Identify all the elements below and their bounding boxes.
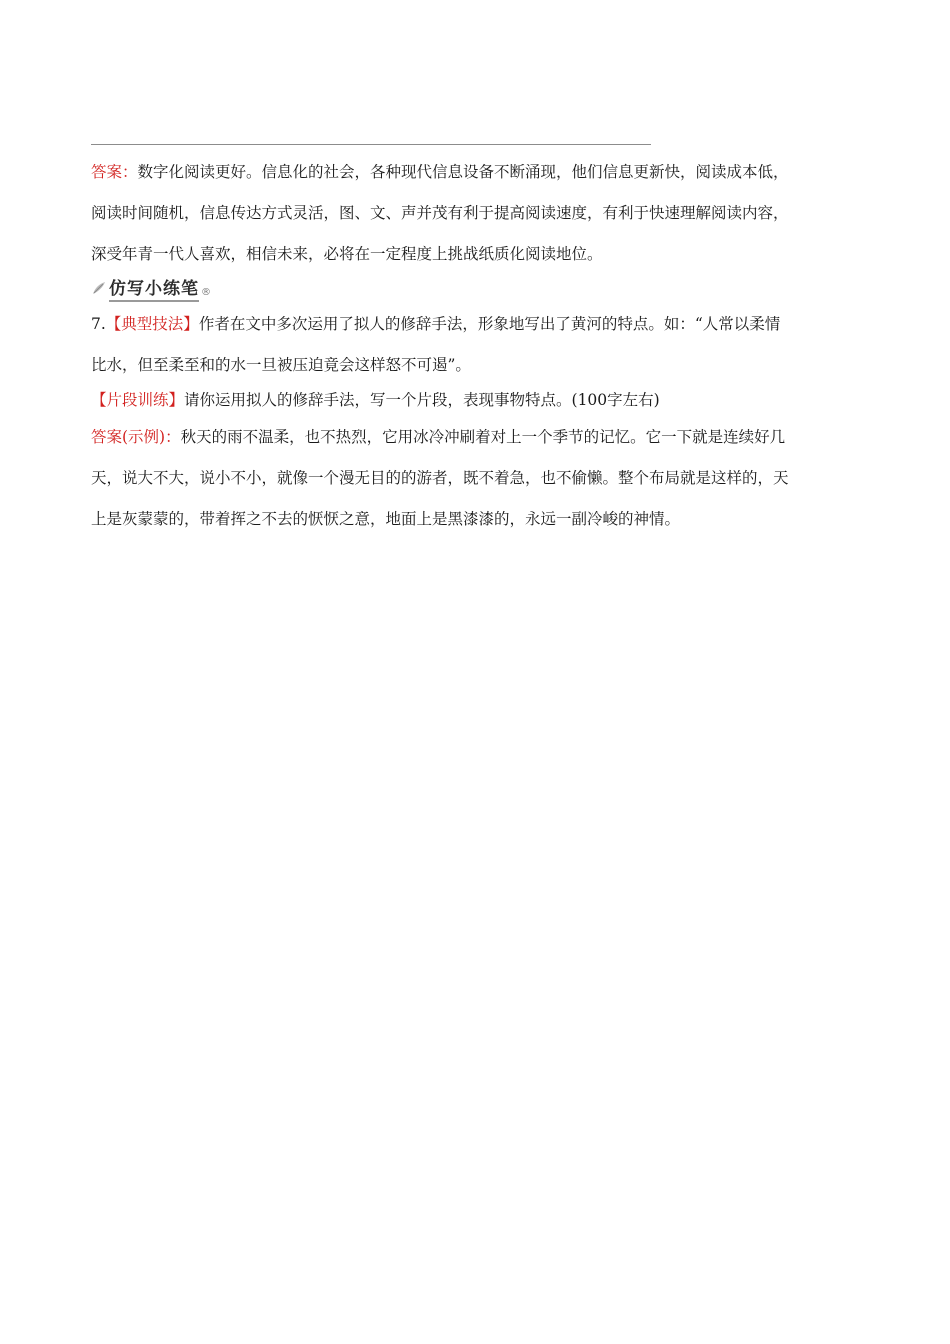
pen-leaf-icon — [91, 280, 107, 296]
answer-1-text-1: 数字化阅读更好。信息化的社会，各种现代信息设备不断涌现，他们信息更新快，阅读成本低， — [137, 163, 789, 181]
answer-1-line-1 — [91, 162, 851, 183]
question-7-line-2: 比水，但至柔至和的水一旦被压迫竟会这样怒不可遏”。 — [91, 356, 471, 374]
question-number: 7. — [91, 315, 106, 333]
practice-text: 请你运用拟人的修辞手法，写一个片段，表现事物特点。(100字左右) — [184, 391, 660, 409]
answer-1-line-3: 深受年青一代人喜欢，相信未来，必将在一定程度上挑战纸质化阅读地位。 — [91, 245, 603, 263]
answer-example-label: 答案(示例)： — [91, 428, 181, 446]
answer-2-line-1 — [91, 427, 851, 448]
section-heading — [91, 276, 211, 300]
answer-2-line-2: 天，说大不大，说小不小，就像一个漫无目的的游者，既不着急，也不偷懒。整个布局就是这样的，天 — [91, 469, 789, 487]
practice-tag: 【片段训练】 — [91, 391, 185, 409]
practice-line — [91, 390, 851, 411]
section-title: 仿写小练笔 — [109, 274, 199, 302]
registered-mark: ® — [201, 286, 211, 298]
question-7-line-1 — [91, 314, 851, 335]
question-tag: 【典型技法】 — [105, 315, 199, 333]
separator-line — [91, 144, 651, 145]
answer-1-line-2: 阅读时间随机，信息传达方式灵活，图、文、声并茂有利于提高阅读速度，有利于快速理解阅读内容， — [91, 204, 789, 222]
question-7-text-1: 作者在文中多次运用了拟人的修辞手法，形象地写出了黄河的特点。如：“人常以柔情 — [198, 315, 781, 333]
answer-label: 答案： — [91, 163, 138, 181]
answer-2-text-1: 秋天的雨不温柔，也不热烈，它用冰冷冲刷着对上一个季节的记忆。它一下就是连续好几 — [180, 428, 786, 446]
answer-2-line-3: 上是灰蒙蒙的，带着挥之不去的恹恹之意，地面上是黑漆漆的，永远一副冷峻的神情。 — [91, 510, 681, 528]
